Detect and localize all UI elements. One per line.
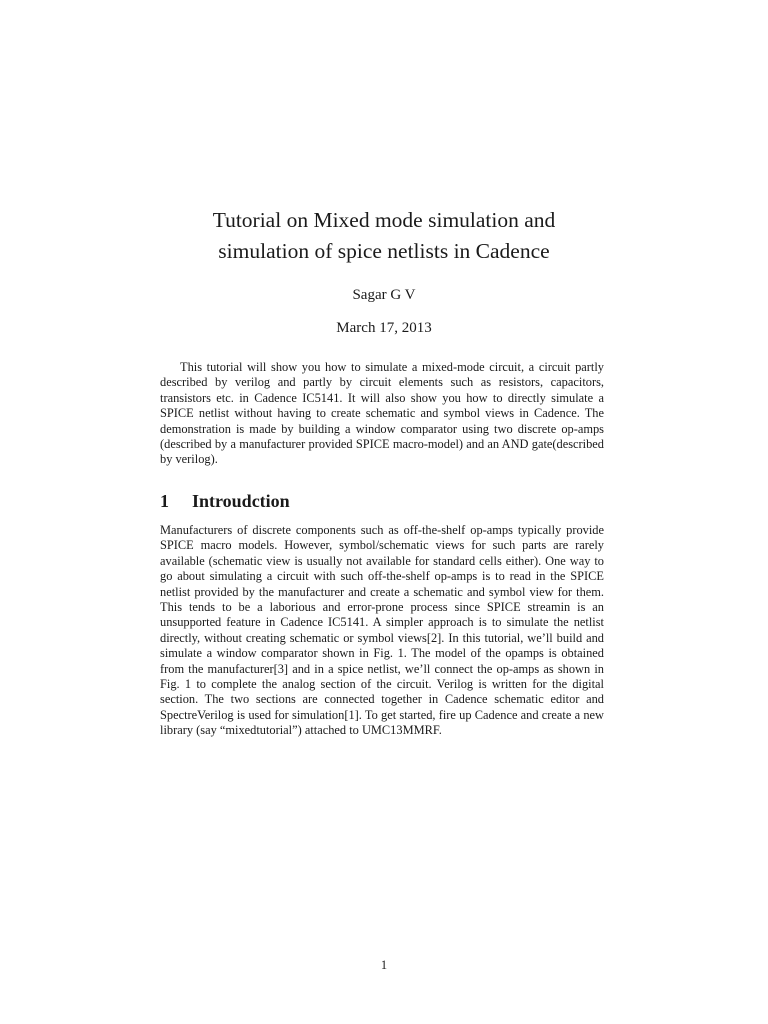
- abstract-paragraph: This tutorial will show you how to simulate a mixed-mode circuit, a circuit partly described by verilog and partly by circuit elements such as resistors, capacitors, transistors etc. in Cadence IC5141. It will also show you how to directly simulate a SPICE netlist without having to create schematic and symbol views in Cadence. The demonstration is made by building a window comparator using two discrete op-amps (described by a manufacturer provided SPICE macro-model) and an AND gate(described by verilog).: [160, 360, 604, 467]
- title-line-1: Tutorial on Mixed mode simulation and: [212, 208, 556, 232]
- title-block: [0, 205, 768, 338]
- section-number: 1: [160, 491, 169, 511]
- section-heading: [160, 490, 290, 512]
- date: March 17, 2013: [336, 320, 432, 336]
- title-line-2: simulation of spice netlists in Cadence: [218, 239, 550, 263]
- page-number: 1: [380, 958, 388, 972]
- section-body-paragraph: Manufacturers of discrete components such as off-the-shelf op-amps typically provide SPICE macro models. However, symbol/schematic views for such parts are rarely available (schematic view is usually not available for standard cells either). One way to go about simulating a circuit with such off-the-shelf op-amps is to read in the SPICE netlist provided by the manufacturer and create a schematic and symbol view for them. This tends to be a laborious and error-prone process since SPICE streamin is an unsupported feature in Cadence IC5141. A simpler approach is to simulate the netlist directly, without creating schematic or symbol views[2]. In this tutorial, we’ll build and simulate a window comparator shown in Fig. 1. The model of the opamps is obtained from the manufacturer[3] and in a spice netlist, we’ll connect the op-amps as shown in Fig. 1 to complete the analog section of the circuit. Verilog is written for the digital section. The two sections are connected together in Cadence schematic editor and SpectreVerilog is used for simulation[1]. To get started, fire up Cadence and create a new library (say “mixedtutorial”) attached to UMC13MMRF.: [160, 523, 604, 738]
- section-title: Introudction: [192, 491, 290, 511]
- author: Sagar G V: [352, 287, 416, 303]
- paper-title: [0, 205, 768, 267]
